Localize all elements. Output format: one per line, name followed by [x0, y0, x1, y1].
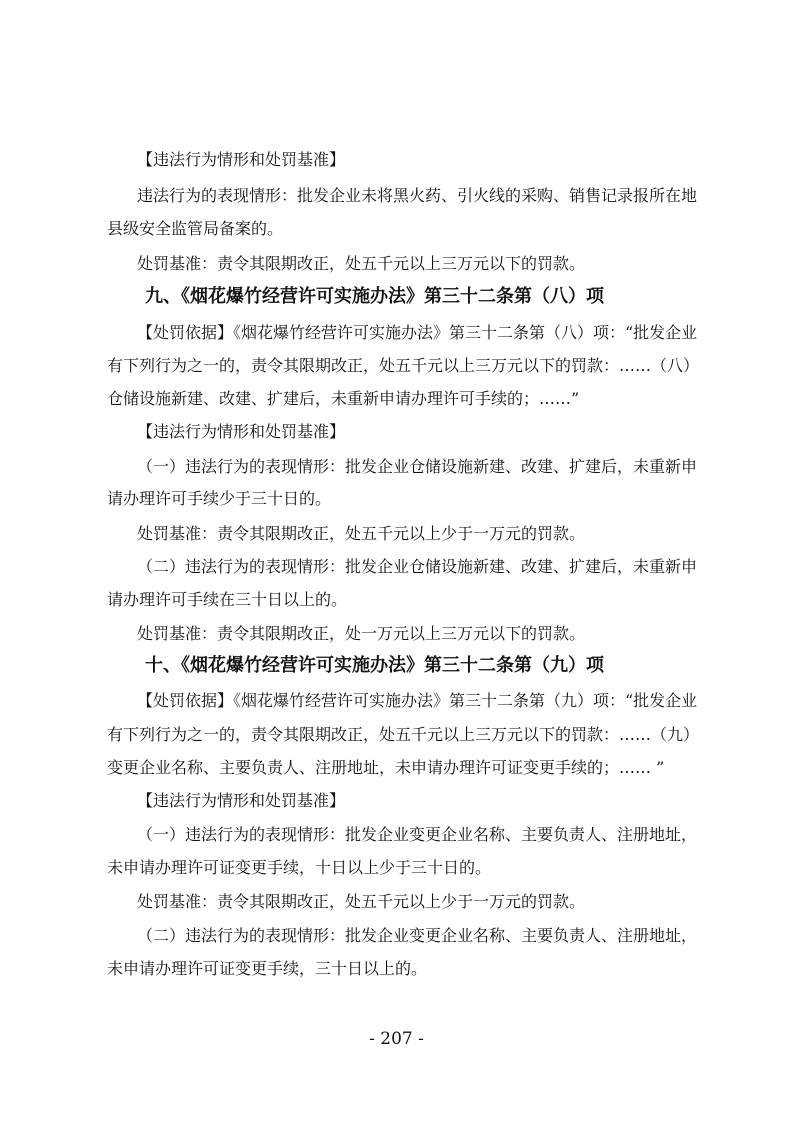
paragraph-line: （一）违法行为的表现情形：批发企业变更企业名称、主要负责人、注册地址， [137, 825, 698, 844]
paragraph-line: 县级安全监管局备案的。 [107, 219, 284, 238]
paragraph-line: 【处罚依据】《烟花爆竹经营许可实施办法》第三十二条第（八）项：“批发企业 [137, 323, 698, 342]
paragraph-line: 变更企业名称、主要负责人、注册地址，未申请办理许可证变更手续的；…… ” [107, 758, 665, 777]
paragraph-line: 处罚基准：责令其限期改正，处一万元以上三万元以下的罚款。 [137, 624, 586, 643]
section-heading: 十、《烟花爆竹经营许可实施办法》第三十二条第（九）项 [145, 655, 604, 676]
paragraph-line: 未申请办理许可证变更手续，十日以上少于三十日的。 [107, 858, 492, 877]
paragraph-line: 【违法行为情形和处罚基准】 [137, 422, 346, 441]
paragraph-line: 【处罚依据】《烟花爆竹经营许可实施办法》第三十二条第（九）项：“批发企业 [137, 691, 698, 710]
paragraph-line: 有下列行为之一的，责令其限期改正，处五千元以上三万元以下的罚款：……（八） [107, 356, 700, 375]
paragraph-line: 处罚基准：责令其限期改正，处五千元以上三万元以下的罚款。 [137, 254, 586, 273]
section-heading: 九、《烟花爆竹经营许可实施办法》第三十二条第（八）项 [145, 286, 604, 307]
paragraph-line: （二）违法行为的表现情形：批发企业仓储设施新建、改建、扩建后，未重新申 [137, 557, 698, 576]
paragraph-line: 请办理许可手续在三十日以上的。 [107, 590, 348, 609]
paragraph-line: 请办理许可手续少于三十日的。 [107, 489, 332, 508]
paragraph-line: 仓储设施新建、改建、扩建后，未重新申请办理许可手续的；……” [107, 389, 580, 408]
paragraph-line: 【违法行为情形和处罚基准】 [137, 150, 346, 169]
paragraph-line: 有下列行为之一的，责令其限期改正，处五千元以上三万元以下的罚款：……（九） [107, 725, 700, 744]
paragraph-line: 处罚基准：责令其限期改正，处五千元以上少于一万元的罚款。 [137, 892, 586, 911]
paragraph-line: 处罚基准：责令其限期改正，处五千元以上少于一万元的罚款。 [137, 524, 586, 543]
paragraph-line: （二）违法行为的表现情形：批发企业变更企业名称、主要负责人、注册地址， [137, 926, 698, 945]
page-number: - 207 - [369, 1029, 424, 1049]
paragraph-line: （一）违法行为的表现情形：批发企业仓储设施新建、改建、扩建后，未重新申 [137, 457, 698, 476]
paragraph-line: 未申请办理许可证变更手续，三十日以上的。 [107, 959, 428, 978]
paragraph-line: 违法行为的表现情形：批发企业未将黑火药、引火线的采购、销售记录报所在地 [137, 186, 698, 205]
paragraph-line: 【违法行为情形和处罚基准】 [137, 791, 346, 810]
